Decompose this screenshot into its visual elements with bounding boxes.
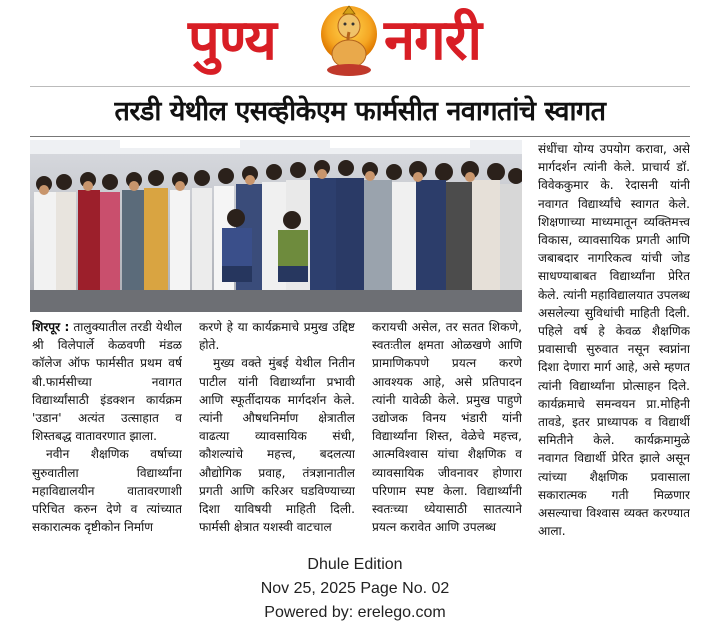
article-paragraph: तालुक्यातील तरडी येथील श्री विलेपार्ले केळवणी मंडळ कॉलेज ऑफ फार्मसीत प्रथम वर्ष बी.फार्मसीच्या नवागत विद्यार्थ्यांसाठी इंडक्शन कार्यक्रम 'उडान' अत्यंत उत्साहात व शिस्तबद्ध वातावरणात झाला. [32, 320, 182, 444]
article-paragraph: संधींचा योग्य उपयोग करावा, असे मार्गदर्शन त्यांनी केले. प्राचार्य डॉ. विवेककुमार के. रेदासनी यांनी नवागत विद्यार्थ्यांचे स्वागत केले. शिक्षणाच्या माध्यमातून व्यक्तिमत्त्व विकास, व्यावसायिक प्रगती आणि जबाबदार नागरिकत्व यांची जोड साधण्याबाबत विद्यार्थ्यांना प्रेरित केले. त्यांनी महाविद्यालयात उपलब्ध असलेल्या सुविधांची माहिती दिली. पहिले वर्ष हे केवळ शैक्षणिक प्रवासाची सुरुवात नसून स्वप्नांना दिशा देणारा मार्ग आहे, असे म्हणत त्यांनी विद्यार्थ्यांना प्रोत्साहन दिले. कार्यक्रमाचे समन्वयन प्रा.मोहिनी तावडे, इतर प्राध्यापक व विद्यार्थी समितीने केले. कार्यक्रमामुळे नवागत विद्यार्थी प्रेरित झाले असून त्यांच्या शैक्षणिक प्रवासाला सकारात्मक गती मिळणार असल्याचा विश्वास व्यक्त करण्यात आला. [538, 142, 690, 539]
brand-name-left: पुण्य [188, 8, 276, 73]
article-paragraph: मुख्य वक्ते मुंबई येथील नितीन पाटील यांनी विद्यार्थ्यांना प्रभावी आणि स्फूर्तीदायक मार्गदर्शन केले. त्यांनी औषधनिर्माण क्षेत्रातील वाढत्या व्यावसायिक संधी, कौशल्यांचे महत्त्व, बदलत्या औद्योगिक प्रवाह, तंत्रज्ञानातील प्रगती आणि करिअर घडविण्याच्या दिशा याविषयी माहिती दिली. फार्मसी क्षेत्रात यशस्वी वाटचाल [199, 356, 355, 535]
article-column-4 [538, 140, 690, 543]
article-paragraph: नवीन शैक्षणिक वर्षाच्या सुरुवातीला विद्यार्थ्यांना महाविद्यालयीन वातावरणाशी परिचित करुन देणे व त्यांच्यात सकारात्मक दृष्टीकोन निर्माण [32, 447, 182, 535]
masthead-divider [30, 86, 690, 87]
brand-name-right: नगरी [384, 8, 482, 73]
ganesha-logo-icon [316, 4, 382, 78]
group-photo [30, 140, 522, 312]
date-page-label: Nov 25, 2025 Page No. 02 [260, 580, 450, 597]
masthead [0, 0, 710, 84]
article-headline: तरडी येथील एसव्हीकेएम फार्मसीत नवागतांचे स्वागत [114, 96, 606, 127]
powered-by-link[interactable]: Powered by: erelego.com [264, 604, 446, 621]
article-column-1 [32, 318, 182, 543]
headline-divider [30, 136, 690, 137]
article-column-3 [372, 318, 522, 543]
article-paragraph: करायची असेल, तर सतत शिकणे, स्वतःतील क्षमता ओळखणे आणि प्रामाणिकपणे प्रयत्न करणे आवश्यक आहे, असे प्रतिपादन त्यांनी यावेळी केले. प्रमुख पाहुणे उद्योजक विनय भंडारी यांनी विद्यार्थ्यांना शिस्त, वेळेचे महत्त्व, आत्मविश्वास यांचा शैक्षणिक व व्यावसायिक जीवनावर होणारा परिणाम स्पष्ट केला. विद्यार्थ्यांनी स्वतःच्या ध्येयासाठी सातत्याने प्रयत्न करावेत आणि उपलब्ध [372, 320, 522, 535]
article-dateline: शिरपूर : [32, 320, 70, 334]
article-paragraph: करणे हे या कार्यक्रमाचे प्रमुख उद्दिष्ट होते. [199, 320, 355, 353]
article-column-2 [199, 318, 355, 543]
edition-label: Dhule Edition [307, 556, 403, 573]
